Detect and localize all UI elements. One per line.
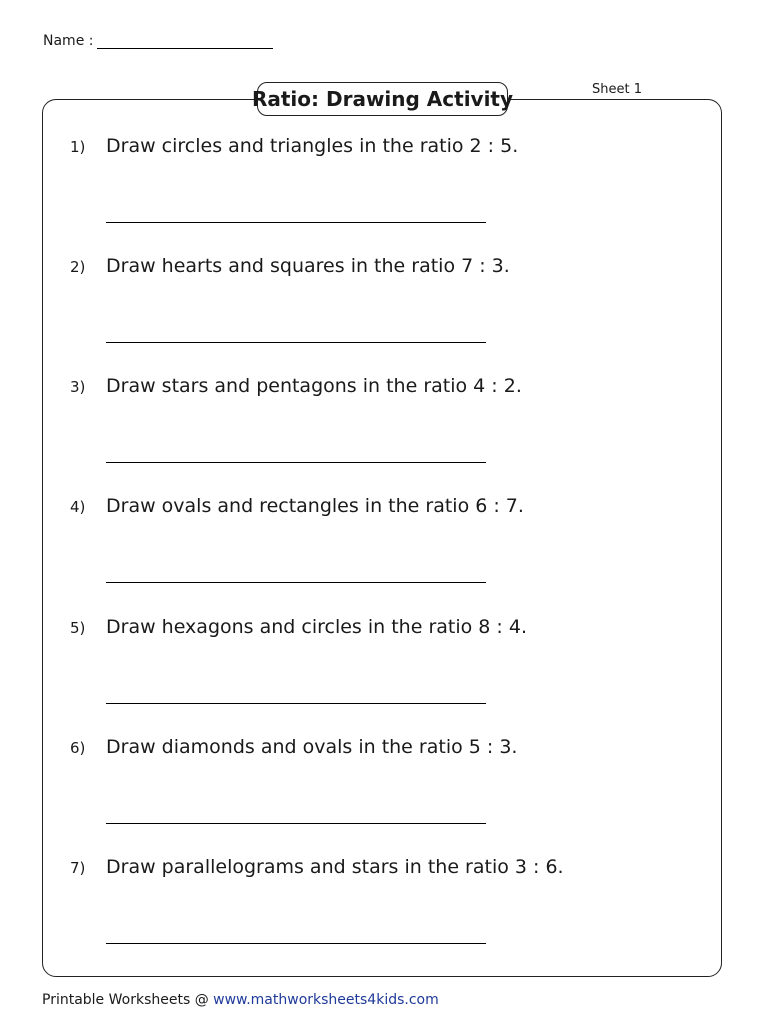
answer-line-7 xyxy=(106,943,486,944)
question-number: 1) xyxy=(70,138,86,156)
question-3 xyxy=(70,375,710,401)
question-text: Draw hearts and squares in the ratio 7 : 3. xyxy=(106,255,510,277)
question-number: 2) xyxy=(70,258,86,276)
footer xyxy=(42,992,439,1008)
answer-line-4 xyxy=(106,582,486,583)
answer-line-5 xyxy=(106,703,486,704)
question-text: Draw ovals and rectangles in the ratio 6 : 7. xyxy=(106,495,524,517)
question-number: 3) xyxy=(70,378,86,396)
question-2 xyxy=(70,255,710,281)
question-1 xyxy=(70,135,710,161)
answer-line-6 xyxy=(106,823,486,824)
worksheet-frame xyxy=(42,99,722,977)
answer-line-3 xyxy=(106,462,486,463)
name-blank-line xyxy=(97,32,273,49)
question-text: Draw parallelograms and stars in the ratio 3 : 6. xyxy=(106,856,564,878)
question-number: 5) xyxy=(70,619,86,637)
worksheet-title: Ratio: Drawing Activity xyxy=(257,82,508,116)
question-text: Draw stars and pentagons in the ratio 4 : 2. xyxy=(106,375,522,397)
answer-line-2 xyxy=(106,342,486,343)
name-label: Name : xyxy=(43,33,94,49)
question-text: Draw hexagons and circles in the ratio 8 : 4. xyxy=(106,616,527,638)
name-field xyxy=(43,32,273,49)
question-number: 6) xyxy=(70,739,86,757)
question-number: 4) xyxy=(70,498,86,516)
question-text: Draw circles and triangles in the ratio 2 : 5. xyxy=(106,135,519,157)
sheet-label: Sheet 1 xyxy=(592,82,642,97)
question-4 xyxy=(70,495,710,521)
question-text: Draw diamonds and ovals in the ratio 5 : 3. xyxy=(106,736,518,758)
question-6 xyxy=(70,736,710,762)
question-7 xyxy=(70,856,710,882)
question-number: 7) xyxy=(70,859,86,877)
question-5 xyxy=(70,616,710,642)
footer-prefix: Printable Worksheets @ xyxy=(42,992,214,1008)
answer-line-1 xyxy=(106,222,486,223)
footer-link[interactable]: www.mathworksheets4kids.com xyxy=(213,992,439,1008)
